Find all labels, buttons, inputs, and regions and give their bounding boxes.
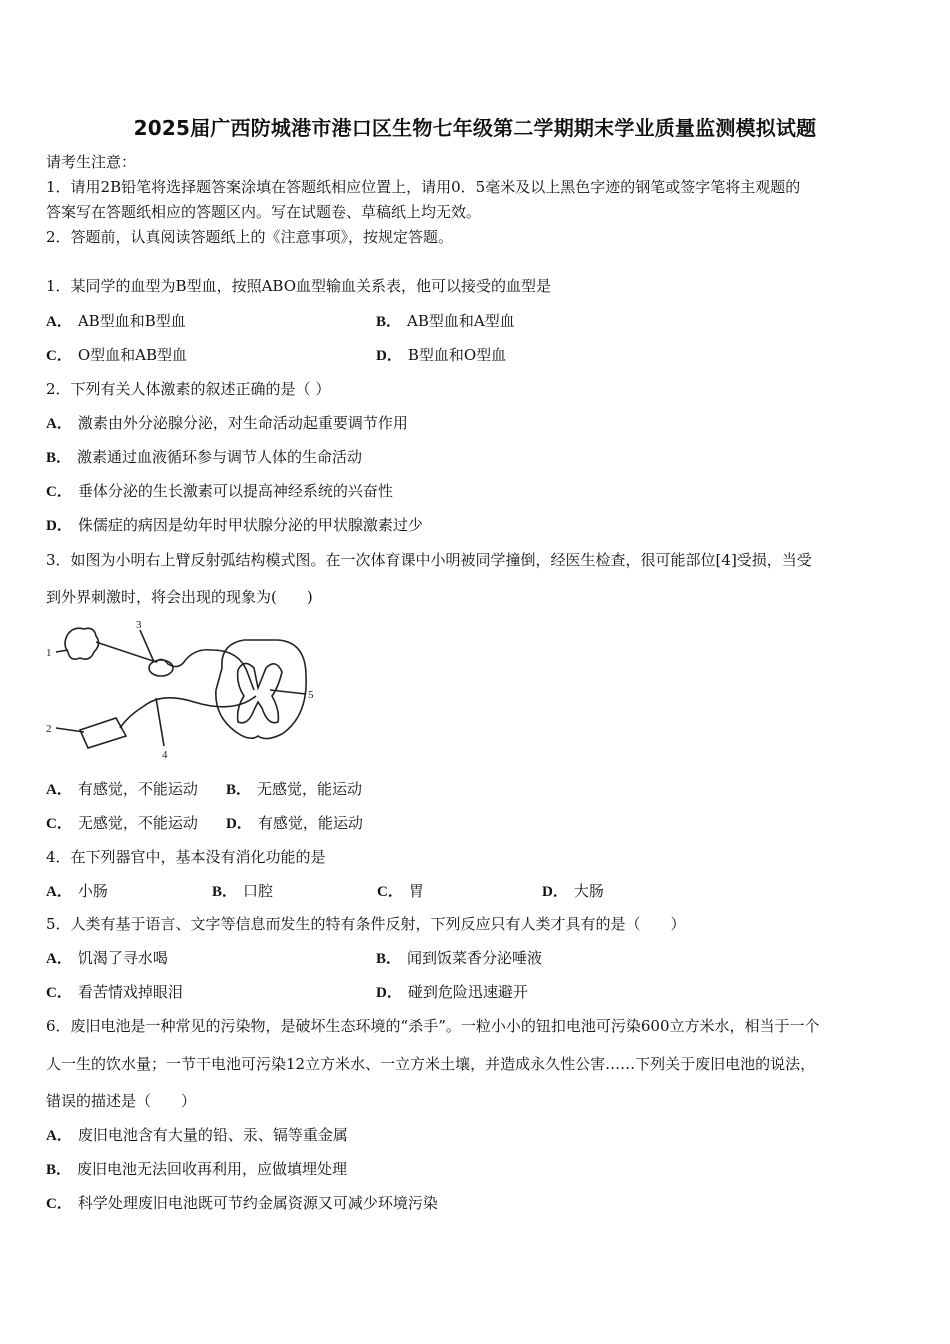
q1-option-b[interactable]: B． AB型血和A型血 xyxy=(376,312,515,330)
q3-stem-line-2: 到外界刺激时，将会出现的现象为( ) xyxy=(46,588,313,606)
q5-stem: 5．人类有基于语言、文字等信息而发生的特有条件反射，下列反应只有人类才具有的是（ ） xyxy=(46,915,686,933)
q6-stem-line-3: 错误的描述是（ ） xyxy=(46,1092,197,1110)
receptor-shape xyxy=(65,628,99,659)
q3-option-c[interactable]: C． 无感觉，不能运动 xyxy=(46,814,198,832)
figure-label-5: 5 xyxy=(308,689,314,701)
q5-option-d[interactable]: D． 碰到危险迅速避开 xyxy=(376,983,528,1001)
q3-stem-line-1: 3．如图为小明右上臂反射弧结构模式图。在一次体育课中小明被同学撞倒，经医生检查，很可能部位[4]受损，当受 xyxy=(46,551,812,569)
q1-option-a[interactable]: A． AB型血和B型血 xyxy=(46,312,186,330)
q2-option-d[interactable]: D． 侏儒症的病因是幼年时甲状腺分泌的甲状腺激素过少 xyxy=(46,516,423,534)
sensory-nerve-path xyxy=(96,642,254,690)
q2-stem: 2．下列有关人体激素的叙述正确的是（ ） xyxy=(46,380,331,398)
q4-stem: 4．在下列器官中，基本没有消化功能的是 xyxy=(46,848,326,866)
figure-label-2: 2 xyxy=(46,723,52,735)
q5-option-b[interactable]: B． 闻到饭菜香分泌唾液 xyxy=(376,949,543,967)
notice-item-1a: 1．请用2B铅笔将选择题答案涂填在答题纸相应位置上，请用0．5毫米及以上黑色字迹的钢笔或签字笔将主观题的 xyxy=(46,178,801,196)
q4-option-a[interactable]: A． 小肠 xyxy=(46,882,108,900)
figure-label-1: 1 xyxy=(46,647,52,659)
page-title: 2025届广西防城港市港口区生物七年级第二学期期末学业质量监测模拟试题 xyxy=(133,116,817,140)
q3-option-d[interactable]: D． 有感觉，能运动 xyxy=(226,814,363,832)
q3-option-a[interactable]: A． 有感觉，不能运动 xyxy=(46,780,198,798)
notice-heading: 请考生注意： xyxy=(46,153,137,171)
ganglion-shape xyxy=(149,660,173,676)
q4-option-b[interactable]: B． 口腔 xyxy=(212,882,274,900)
notice-item-2: 2．答题前，认真阅读答题纸上的《注意事项》，按规定答题。 xyxy=(46,228,454,246)
q2-option-a[interactable]: A． 激素由外分泌腺分泌，对生命活动起重要调节作用 xyxy=(46,414,408,432)
q6-stem-line-2: 人一生的饮水量；一节干电池可污染12立方米水、一立方米土壤，并造成永久性公害……下列关于废旧电池的说法， xyxy=(46,1055,816,1073)
notice-item-1b: 答案写在答题纸相应的答题区内。写在试题卷、草稿纸上均无效。 xyxy=(46,203,482,221)
spinal-cord-shape xyxy=(216,640,306,739)
effector-shape xyxy=(80,718,126,748)
q6-option-a[interactable]: A． 废旧电池含有大量的铅、汞、镉等重金属 xyxy=(46,1126,348,1144)
q5-option-c[interactable]: C． 看苦情戏掉眼泪 xyxy=(46,983,183,1001)
q1-stem: 1．某同学的血型为B型血，按照ABO血型输血关系表，他可以接受的血型是 xyxy=(46,277,552,295)
q2-option-b[interactable]: B． 激素通过血液循环参与调节人体的生命活动 xyxy=(46,448,363,466)
q4-option-c[interactable]: C． 胃 xyxy=(377,882,424,900)
q3-option-b[interactable]: B． 无感觉，能运动 xyxy=(226,780,363,798)
q6-option-c[interactable]: C． 科学处理废旧电池既可节约金属资源又可减少环境污染 xyxy=(46,1194,438,1212)
q1-option-c[interactable]: C． O型血和AB型血 xyxy=(46,346,187,364)
q4-option-d[interactable]: D． 大肠 xyxy=(542,882,604,900)
motor-nerve-path xyxy=(120,696,256,728)
reflex-arc-figure xyxy=(44,618,316,766)
figure-label-4: 4 xyxy=(162,749,168,761)
q5-option-a[interactable]: A． 饥渴了寻水喝 xyxy=(46,949,168,967)
q1-option-d[interactable]: D． B型血和O型血 xyxy=(376,346,507,364)
q6-option-b[interactable]: B． 废旧电池无法回收再利用，应做填埋处理 xyxy=(46,1160,348,1178)
q2-option-c[interactable]: C． 垂体分泌的生长激素可以提高神经系统的兴奋性 xyxy=(46,482,393,500)
grey-matter-shape xyxy=(238,663,282,722)
q6-stem-line-1: 6．废旧电池是一种常见的污染物，是破坏生态环境的“杀手”。一粒小小的钮扣电池可污染600立方米水，相当于一个 xyxy=(46,1017,820,1035)
figure-label-3: 3 xyxy=(136,619,142,631)
